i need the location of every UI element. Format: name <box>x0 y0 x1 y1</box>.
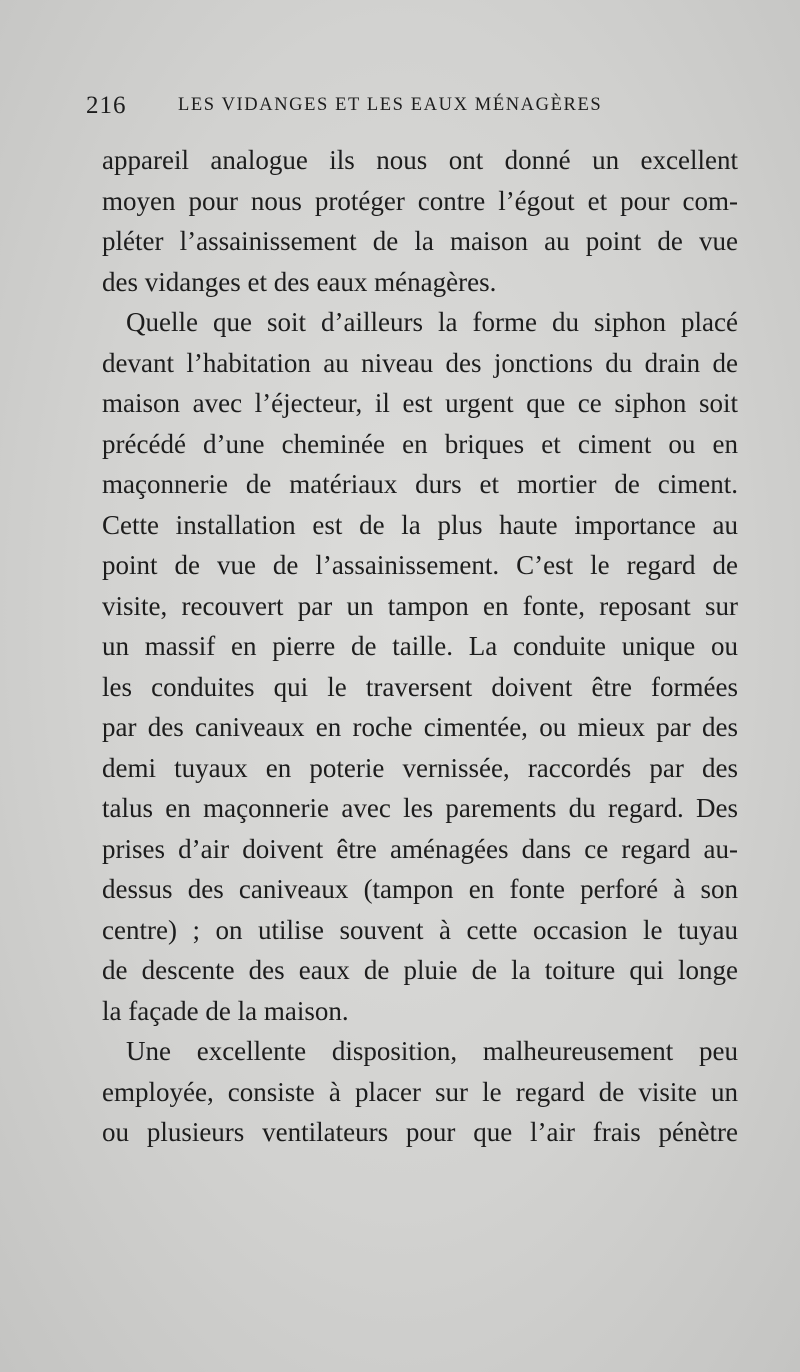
text-line: employée, consiste à placer sur le regard de visite un <box>102 1076 738 1107</box>
text-line: ou plusieurs ventilateurs pour que l’air frais pénètre <box>102 1117 738 1147</box>
text-line: appareil analogue ils nous ont donné un excellent <box>102 145 738 175</box>
body-text <box>102 140 738 1153</box>
text-line: dessus des caniveaux (tampon en fonte perforé à son <box>102 874 738 904</box>
text-line: Cette installation est de la plus haute importance au <box>102 509 738 540</box>
text-line: prises d’air doivent être aménagées dans ce regard au- <box>102 833 738 864</box>
text-line: point de vue de l’assainissement. C’est le regard de <box>102 550 738 580</box>
text-line: moyen pour nous protéger contre l’égout et pour com- <box>102 185 738 216</box>
text-line: maçonnerie de matériaux durs et mortier de ciment. <box>102 469 738 499</box>
text-line: précédé d’une cheminée en briques et ciment ou en <box>102 428 738 459</box>
text-line: la façade de la maison. <box>102 995 349 1026</box>
text-line: par des caniveaux en roche cimentée, ou mieux par des <box>102 712 738 742</box>
text-line: Quelle que soit d’ailleurs la forme du siphon placé <box>126 307 738 337</box>
running-head: LES VIDANGES ET LES EAUX MÉNAGÈRES <box>178 95 603 115</box>
page-number: 216 <box>86 92 127 119</box>
page-header <box>86 92 746 122</box>
text-line: talus en maçonnerie avec les parements du regard. Des <box>102 793 738 823</box>
text-line: centre) ; on utilise souvent à cette occasion le tuyau <box>102 914 738 945</box>
text-line: devant l’habitation au niveau des jonctions du drain de <box>102 347 738 378</box>
text-line: visite, recouvert par un tampon en fonte, reposant sur <box>102 590 738 621</box>
text-line: un massif en pierre de taille. La conduite unique ou <box>102 631 738 661</box>
text-line: maison avec l’éjecteur, il est urgent que ce siphon soit <box>102 388 738 418</box>
text-line: pléter l’assainissement de la maison au point de vue <box>102 226 738 256</box>
text-line: demi tuyaux en poterie vernissée, raccordés par des <box>102 752 738 783</box>
text-line: Une excellente disposition, malheureusement peu <box>126 1036 738 1066</box>
text-line: de descente des eaux de pluie de la toiture qui longe <box>102 955 738 985</box>
text-line: les conduites qui le traversent doivent être formées <box>102 671 738 702</box>
text-line: des vidanges et des eaux ménagères. <box>102 266 497 297</box>
